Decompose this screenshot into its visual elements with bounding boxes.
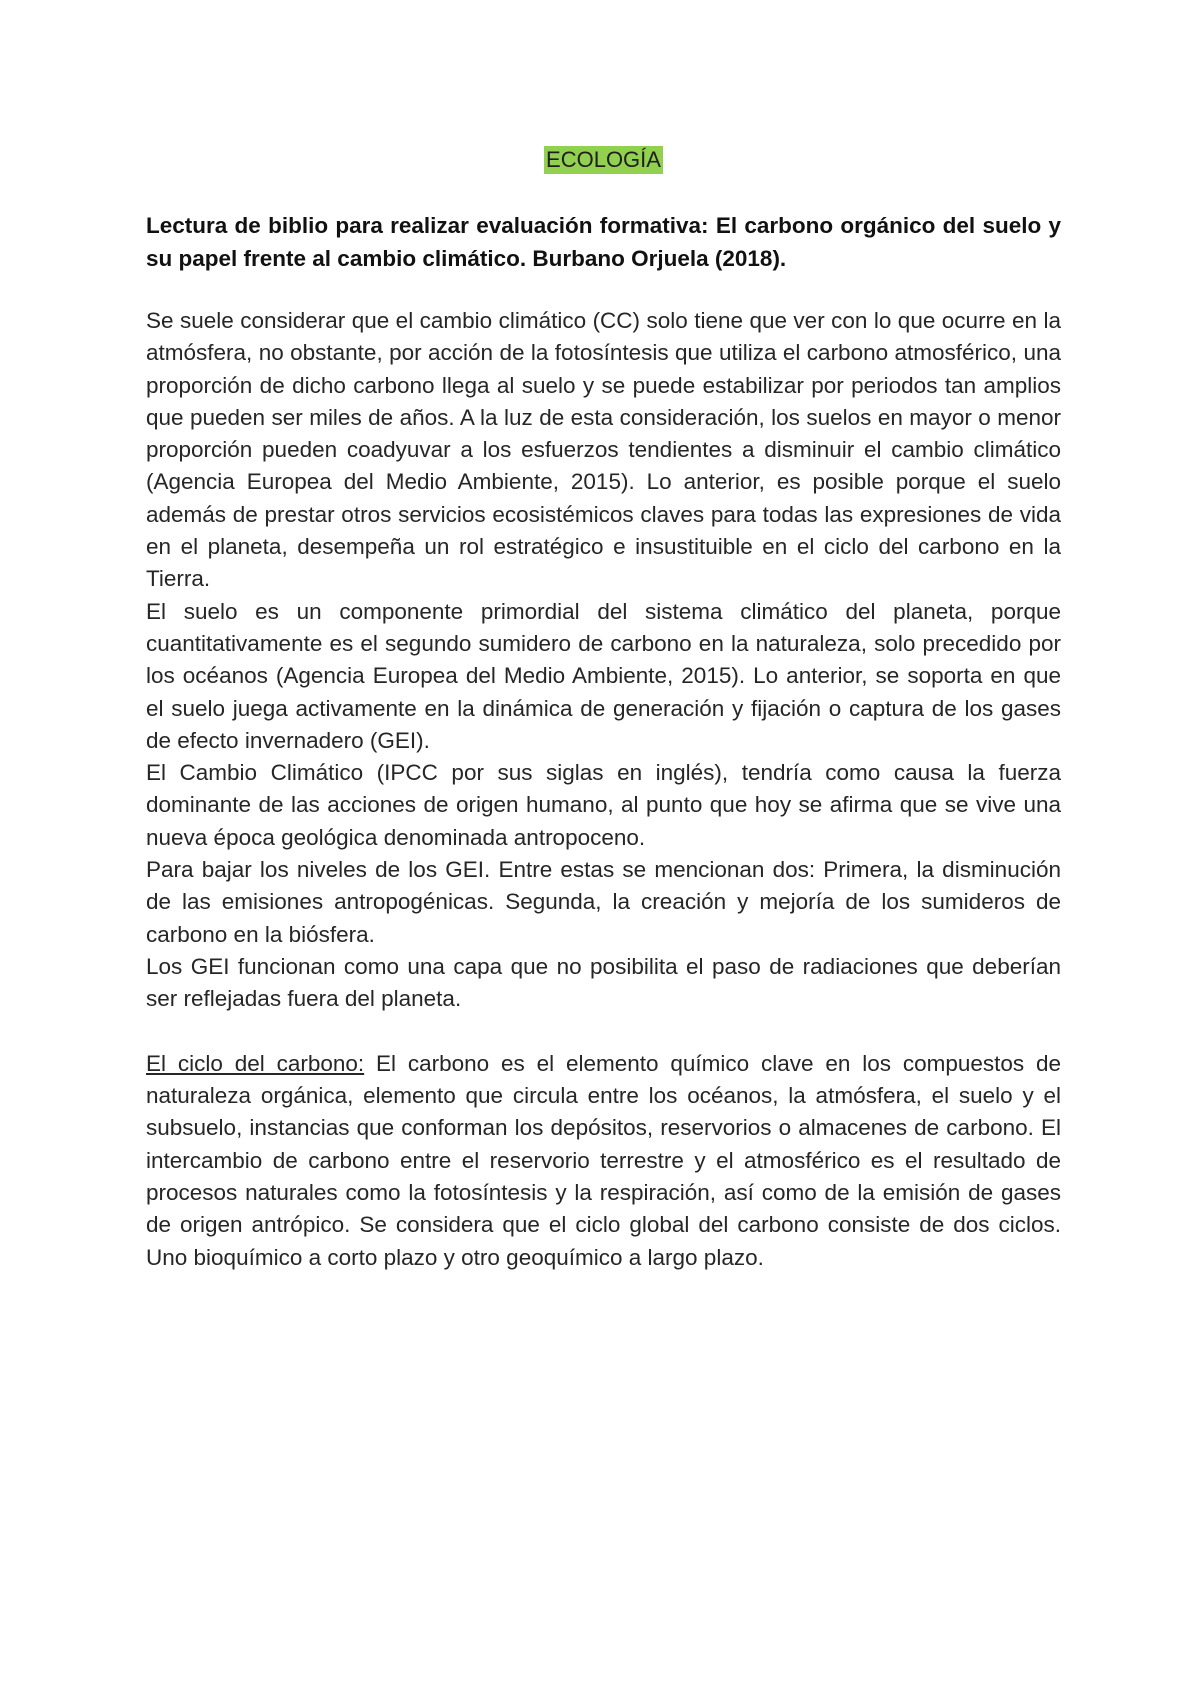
paragraph: Para bajar los niveles de los GEI. Entre estas se mencionan dos: Primera, la disminución de las emisiones antropogénicas. Segunda, la creación y mejoría de los sumideros de carbono en la biósfera. <box>146 857 1061 947</box>
paragraph: El suelo es un componente primordial del sistema climático del planeta, porque cuantitativamente es el segundo sumidero de carbono en la naturaleza, solo precedido por los océanos (Agencia Europea del Medio Ambiente, 2015). Lo anterior, se soporta en que el suelo juega activamente en la dinámica de generación y fijación o captura de los gases de efecto invernadero (GEI). <box>146 598 1061 753</box>
document-body <box>146 305 1061 1274</box>
paragraph: Los GEI funcionan como una capa que no posibilita el paso de radiaciones que deberían ser reflejadas fuera del planeta. <box>146 953 1061 1012</box>
reading-heading: Lectura de biblio para realizar evaluación formativa: El carbono orgánico del suelo y su papel frente al cambio climático. Burbano Orjuela (2018). <box>146 213 1061 271</box>
paragraph: Se suele considerar que el cambio climático (CC) solo tiene que ver con lo que ocurre en la atmósfera, no obstante, por acción de la fotosíntesis que utiliza el carbono atmosférico, una proporción de dicho carbono llega al suelo y se puede estabilizar por periodos tan amplios que pueden ser miles de años. A la luz de esta consideración, los suelos en mayor o menor proporción pueden coadyuvar a los esfuerzos tendientes a disminuir el cambio climático (Agencia Europea del Medio Ambiente, 2015). Lo anterior, es posible porque el suelo además de prestar otros servicios ecosistémicos claves para todas las expresiones de vida en el planeta, desempeña un rol estratégico e insustituible en el ciclo del carbono en la Tierra. <box>146 308 1061 592</box>
carbon-cycle-label: El ciclo del carbono: <box>146 1050 365 1076</box>
carbon-cycle-text: El carbono es el elemento químico clave en los compuestos de naturaleza orgánica, elemento que circula entre los océanos, la atmósfera, el suelo y el subsuelo, instancias que conforman los depósitos, reservorios o almacenes de carbono. El intercambio de carbono entre el reservorio terrestre y el atmosférico es el resultado de procesos naturales como la fotosíntesis y la respiración, así como de la emisión de gases de origen antrópico. Se considera que el ciclo global del carbono consiste de dos ciclos. Uno bioquímico a corto plazo y otro geoquímico a largo plazo. <box>146 1050 1061 1270</box>
title-container <box>146 146 1061 174</box>
document-title: ECOLOGÍA <box>546 147 661 172</box>
paragraph: El Cambio Climático (IPCC por sus siglas en inglés), tendría como causa la fuerza dominante de las acciones de origen humano, al punto que hoy se afirma que se vive una nueva época geológica denominada antropoceno. <box>146 760 1061 850</box>
carbon-cycle-paragraph <box>146 1048 1061 1274</box>
